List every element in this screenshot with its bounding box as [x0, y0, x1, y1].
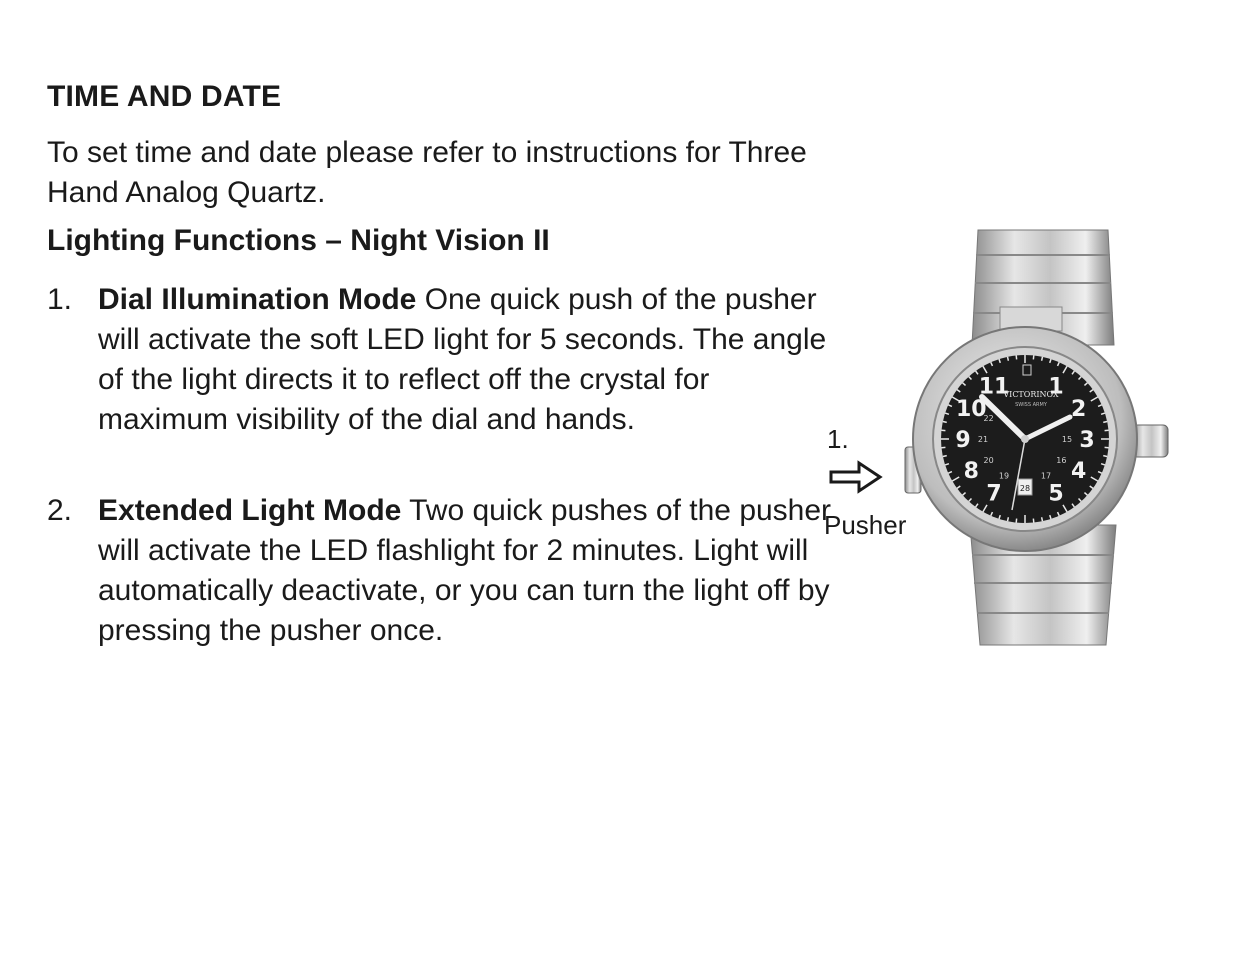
- dial-inner-numeral: 21: [977, 435, 989, 444]
- date-window-text: 28: [1019, 484, 1031, 493]
- dial-tick: [1008, 517, 1009, 521]
- dial-numeral: 4: [1071, 459, 1087, 484]
- list-item-text: One quick push of the pusher will activate the soft LED light for 5 seconds. The angle of the light directs it to reflect off the crystal for maximum visibility of the dial and hands.: [98, 283, 827, 436]
- dial-tick: [1103, 456, 1107, 457]
- dial-tick: [1008, 357, 1009, 361]
- callout-number: 1.: [827, 424, 849, 454]
- dial-numeral: 7: [986, 481, 1002, 507]
- dial-numeral: 11: [978, 374, 1010, 400]
- dial-tick: [943, 456, 947, 457]
- dial-numeral: 3: [1079, 428, 1095, 453]
- dial-brand-sub: SWISS ARMY: [1015, 402, 1047, 408]
- arrow-right-icon: [829, 458, 883, 494]
- list-item: [47, 491, 847, 651]
- dial-numeral: 10: [955, 397, 987, 422]
- subsection-heading: Lighting Functions – Night Vision II: [47, 224, 550, 257]
- dial-numeral: 1: [1048, 374, 1064, 400]
- list-item-number: 1.: [47, 283, 73, 316]
- dial-numeral: 9: [955, 428, 971, 453]
- section-heading: TIME AND DATE: [47, 80, 282, 113]
- dial-tick: [1103, 422, 1107, 423]
- dial-inner-numeral: 17: [1040, 471, 1052, 481]
- dial-brand: VICTORINOX: [1003, 390, 1059, 399]
- dial-numeral: 8: [963, 459, 979, 484]
- dial-tick: [943, 422, 947, 423]
- dial-tick: [1042, 357, 1043, 361]
- list-item-title: Extended Light Mode: [98, 494, 402, 527]
- callout-label: Pusher: [824, 510, 907, 540]
- dial-inner-numeral: 20: [983, 456, 994, 465]
- list-item-text: Two quick pushes of the pusher will activate the LED flashlight for 2 minutes. Light will automatically deactivate, or you can turn the light off by pressing the pusher once.: [98, 494, 832, 647]
- watch-illustration: [900, 225, 1175, 650]
- dial-inner-numeral: 22: [983, 414, 994, 423]
- dial-inner-numeral: 16: [1056, 456, 1067, 465]
- dial-tick: [1042, 517, 1043, 521]
- dial-numeral: 5: [1048, 481, 1064, 507]
- dial-inner-numeral: 15: [1061, 435, 1073, 444]
- dial-numeral: 2: [1071, 397, 1087, 422]
- list-item-body: [98, 491, 847, 651]
- list-item-title: Dial Illumination Mode: [98, 283, 417, 316]
- dial-inner-numeral: 19: [998, 471, 1010, 481]
- list-item-body: [98, 280, 847, 440]
- intro-paragraph: To set time and date please refer to instructions for Three Hand Analog Quartz.: [47, 136, 807, 209]
- list-item-number: 2.: [47, 494, 73, 527]
- list-item: [47, 280, 847, 440]
